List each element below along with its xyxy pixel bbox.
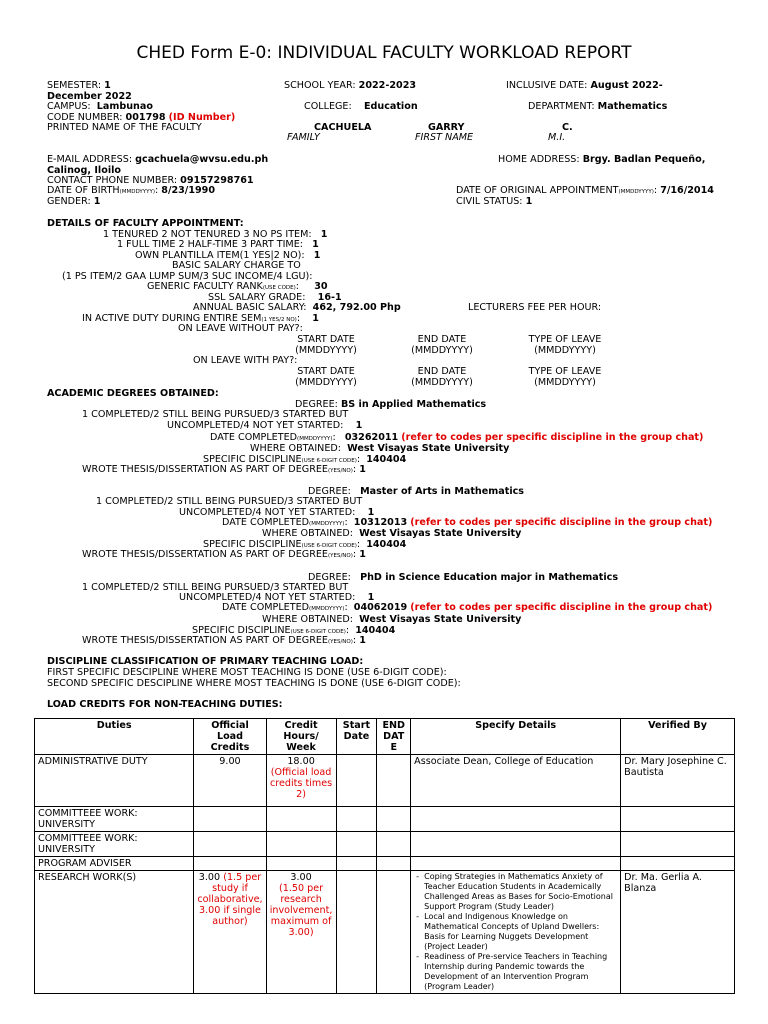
degree-3-where-value: West Visayas State University — [359, 614, 522, 625]
start-date-cell — [336, 871, 377, 994]
degree-2-status-value: 1 — [367, 507, 375, 518]
degree-1-where-value: West Visayas State University — [347, 443, 510, 454]
duty-cell — [35, 857, 194, 871]
degree-1-thesis-field: WROTE THESIS/DISSERTATION AS PART OF DEGREE(YES/NO): 1 — [82, 464, 366, 475]
civil-status-field — [456, 196, 532, 207]
code-number-label: CODE NUMBER: — [47, 112, 123, 123]
college-label: COLLEGE: — [304, 101, 352, 112]
lwop-start-date: START DATE — [297, 334, 355, 345]
column-header-duties: Duties — [35, 719, 194, 755]
column-header-credit-hours-week: Credit Hours/ Week — [266, 719, 336, 755]
rank-value: 30 — [314, 281, 328, 292]
official-load-cell — [194, 857, 266, 871]
degree-1-value: BS in Applied Mathematics — [340, 399, 487, 410]
degree-2-where-field — [262, 528, 521, 539]
active-duty-field: IN ACTIVE DUTY DURING ENTIRE SEM(1 YES/2 NO): 1 — [82, 313, 319, 324]
dob-value: 8/23/1990 — [161, 185, 216, 196]
verified-by-cell — [621, 857, 735, 871]
ssl-label: SSL SALARY GRADE: — [208, 292, 306, 303]
lwop-type-format: (MMDDYYYY) — [534, 345, 596, 356]
credit-hours-note: (1.50 per research involvement, maximum of 3.00) — [269, 883, 333, 938]
degree-3-refer-note: (refer to codes per specific discipline in the group chat) — [410, 602, 713, 613]
college-value: Education — [363, 101, 418, 112]
campus-field — [47, 101, 153, 112]
official-load-value: 3.00 — [198, 872, 221, 883]
email-label: E-MAIL ADDRESS: — [47, 154, 133, 165]
school-year-value: 2022-2023 — [358, 80, 417, 91]
plantilla-label: OWN PLANTILLA ITEM(1 YES|2 NO): — [135, 250, 305, 261]
degree-3-thesis-sub: (YES/NO) — [327, 639, 353, 645]
fulltime-value: 1 — [312, 239, 319, 250]
details-list-item: - Coping Strategies in Mathematics Anxiety of Teacher Education Students in Academically Challenged Areas as Bases for Socio-Emotional Support Program (Study Leader) — [424, 872, 617, 912]
degree-3-thesis-label: WROTE THESIS/DISSERTATION AS PART OF DEGREE — [82, 635, 328, 646]
official-load-cell — [194, 832, 266, 857]
department-field — [528, 101, 667, 112]
salary-charge-label-2: (1 PS ITEM/2 GAA LUMP SUM/3 SUC INCOME/4 LGU): — [62, 271, 313, 282]
email-value: gcachuela@wvsu.edu.ph — [135, 154, 269, 165]
degree-3-date-value: 04062019 — [353, 602, 408, 613]
credit-hours-cell — [266, 832, 336, 857]
degree-3-where-label: WHERE OBTAINED: — [262, 614, 354, 625]
rank-sub: (USE CODE) — [262, 285, 296, 291]
inclusive-date-label: INCLUSIVE DATE: — [506, 80, 588, 91]
degree-1-thesis-label: WROTE THESIS/DISSERTATION AS PART OF DEGREE — [82, 464, 328, 475]
degree-2-label: DEGREE: — [308, 486, 351, 497]
original-appointment-value: 7/16/2014 — [660, 185, 714, 196]
dob-field: DATE OF BIRTH(MMDDYYYY): 8/23/1990 — [47, 185, 216, 196]
degree-3-date-label: DATE COMPLETED — [222, 602, 310, 613]
leave-with-pay-label: ON LEAVE WITH PAY?: — [193, 355, 298, 366]
civil-status-label: CIVIL STATUS: — [456, 196, 523, 207]
lwp-type-format: (MMDDYYYY) — [534, 377, 596, 388]
duty-cell — [35, 832, 194, 857]
lwop-type-of-leave: TYPE OF LEAVE — [528, 334, 602, 345]
table-row — [35, 857, 735, 871]
lecturers-fee-label: LECTURERS FEE PER HOUR: — [468, 302, 602, 313]
duty-name: PROGRAM ADVISER — [38, 858, 132, 869]
fulltime-label: 1 FULL TIME 2 HALF-TIME 3 PART TIME: — [117, 239, 303, 250]
gender-label: GENDER: — [47, 196, 91, 207]
degree-1-refer-note: (refer to codes per specific discipline in the group chat) — [401, 432, 704, 443]
printed-name-label: PRINTED NAME OF THE FACULTY — [47, 122, 202, 133]
duty-cell — [35, 807, 194, 832]
second-specific-discipline: SECOND SPECIFIC DESCIPLINE WHERE MOST TEACHING IS DONE (USE 6-DIGIT CODE): — [47, 678, 461, 689]
first-specific-discipline: FIRST SPECIFIC DESCIPLINE WHERE MOST TEACHING IS DONE (USE 6-DIGIT CODE): — [47, 667, 447, 678]
degrees-heading: ACADEMIC DEGREES OBTAINED: — [47, 388, 219, 399]
inclusive-date-value: August 2022- — [590, 80, 663, 91]
verified-by-cell — [621, 755, 735, 807]
start-date-cell — [336, 857, 377, 871]
degree-2-where-label: WHERE OBTAINED: — [262, 528, 354, 539]
details-list-item: - Readiness of Pre-service Teachers in Teaching Internship during Pandemic towards the Development of an Intervention Program (Program Leader) — [424, 952, 617, 992]
duty-name: COMMITTEEE WORK: UNIVERSITY — [38, 808, 138, 830]
degree-3-discipline-value: 140404 — [355, 625, 396, 636]
salary-charge-label: BASIC SALARY CHARGE TO — [172, 260, 301, 271]
degree-1-label: DEGREE: — [295, 399, 338, 410]
leave-without-pay-label: ON LEAVE WITHOUT PAY?: — [178, 323, 303, 334]
gender-value: 1 — [93, 196, 101, 207]
tenure-label: 1 TENURED 2 NOT TENURED 3 NO PS ITEM: — [103, 229, 312, 240]
degree-2-date-value: 10312013 — [353, 517, 408, 528]
degree-1-discipline-value: 140404 — [366, 454, 407, 465]
verified-by-cell — [621, 871, 735, 994]
details-list-item: - Local and Indigenous Knowledge on Mathematical Concepts of Upland Dwellers: Basis for Learning Nuggets Development (Project Leader) — [424, 912, 617, 952]
annual-salary-label: ANNUAL BASIC SALARY: — [193, 302, 307, 313]
degree-1-discipline-sub: (USE 6-DIGIT CODE) — [301, 458, 357, 464]
end-date-cell — [377, 832, 411, 857]
degree-2-thesis-value: 1 — [359, 549, 366, 560]
specify-details-cell — [411, 871, 621, 994]
lwp-start-format: (MMDDYYYY) — [295, 377, 357, 388]
degree-3-discipline-label: SPECIFIC DISCIPLINE — [192, 625, 291, 636]
degree-3-date-field: DATE COMPLETED(MMDDYYYY): 04062019 (refer to codes per specific discipline in the group chat) — [222, 602, 713, 613]
semester-label: SEMESTER: — [47, 80, 102, 91]
degree-1-date-sub: (MMDDYYYY) — [297, 436, 333, 442]
official-load-value: 9.00 — [219, 756, 241, 767]
column-header-official-load-credits: Official Load Credits — [194, 719, 266, 755]
credit-hours-cell — [266, 755, 336, 807]
specify-details-cell — [411, 857, 621, 871]
original-appointment-field: DATE OF ORIGINAL APPOINTMENT(MMDDYYYY): 7/16/2014 — [456, 185, 714, 196]
degree-2-thesis-sub: (YES/NO) — [327, 553, 353, 559]
mi-caption: M.I. — [548, 132, 566, 143]
phone-value: 09157298761 — [180, 175, 254, 186]
table-row — [35, 807, 735, 832]
duty-name: RESEARCH WORK(S) — [38, 872, 137, 883]
inclusive-date-value-cont: December 2022 — [47, 91, 132, 102]
rank-field: GENERIC FACULTY RANK(USE CODE): 30 — [147, 281, 328, 292]
degree-1-status-label: 1 COMPLETED/2 STILL BEING PURSUED/3 STARTED BUT — [82, 409, 349, 420]
duty-name: ADMINISTRATIVE DUTY — [38, 756, 148, 767]
column-header-verified-by: Verified By — [621, 719, 735, 755]
official-load-cell — [194, 871, 266, 994]
degree-2-date-label: DATE COMPLETED — [222, 517, 310, 528]
home-address-value: Brgy. Badlan Pequeño, — [582, 154, 706, 165]
verified-by-value: Dr. Mary Josephine C. Bautista — [624, 756, 727, 778]
email-field — [47, 154, 268, 165]
specify-details-cell — [411, 807, 621, 832]
degree-3-label: DEGREE: — [308, 572, 351, 583]
first-name-value: GARRY — [428, 122, 465, 133]
degree-1-discipline-field: SPECIFIC DISCIPLINE(USE 6-DIGIT CODE): 140404 — [203, 454, 407, 465]
table-row — [35, 871, 735, 994]
degree-2-thesis-label: WROTE THESIS/DISSERTATION AS PART OF DEGREE — [82, 549, 328, 560]
discipline-classification-heading: DISCIPLINE CLASSIFICATION OF PRIMARY TEACHING LOAD: — [47, 656, 364, 667]
load-credits-body — [35, 755, 735, 994]
degree-3-status-label: 1 COMPLETED/2 STILL BEING PURSUED/3 STARTED BUT — [82, 582, 349, 593]
annual-salary-field — [193, 302, 401, 313]
degree-3-date-sub: (MMDDYYYY) — [309, 606, 345, 612]
degree-2-discipline-field: SPECIFIC DISCIPLINE(USE 6-DIGIT CODE): 140404 — [203, 539, 407, 550]
column-header-end-date: END DAT E — [377, 719, 411, 755]
degree-3-thesis-field: WROTE THESIS/DISSERTATION AS PART OF DEGREE(YES/NO): 1 — [82, 635, 366, 646]
degree-2-discipline-sub: (USE 6-DIGIT CODE) — [301, 543, 357, 549]
code-number-value: 001798 — [125, 112, 166, 123]
degree-1-thesis-sub: (YES/NO) — [327, 468, 353, 474]
annual-salary-value: 462, 792.00 Php — [312, 302, 401, 313]
home-address-value-cont: Calinog, Iloilo — [47, 165, 121, 176]
inclusive-date-field — [506, 80, 663, 91]
details-text: Associate Dean, College of Education — [414, 756, 594, 767]
degree-2-discipline-value: 140404 — [366, 539, 407, 550]
official-load-cell — [194, 807, 266, 832]
first-name-caption: FIRST NAME — [415, 132, 474, 143]
dob-sub: (MMDDYYYY) — [119, 189, 155, 195]
original-appointment-sub: (MMDDYYYY) — [618, 189, 654, 195]
duty-cell — [35, 755, 194, 807]
rank-label: GENERIC FACULTY RANK — [147, 281, 263, 292]
credit-hours-cell — [266, 807, 336, 832]
table-row — [35, 755, 735, 807]
semester-field — [47, 80, 111, 91]
degree-1-date-value: 03262011 — [344, 432, 399, 443]
school-year-field — [284, 80, 416, 91]
department-label: DEPARTMENT: — [528, 101, 595, 112]
degree-1-where-field — [250, 443, 509, 454]
phone-label: CONTACT PHONE NUMBER: — [47, 175, 178, 186]
verified-by-cell — [621, 832, 735, 857]
degree-2-status-label-2: UNCOMPLETED/4 NOT YET STARTED: — [179, 507, 356, 518]
degree-2-date-field: DATE COMPLETED(MMDDYYYY): 10312013 (refer to codes per specific discipline in the group chat) — [222, 517, 713, 528]
lwop-end-format: (MMDDYYYY) — [411, 345, 473, 356]
degree-1-status-label-2: UNCOMPLETED/4 NOT YET STARTED: — [167, 420, 344, 431]
table-row — [35, 832, 735, 857]
department-value: Mathematics — [597, 101, 668, 112]
lwop-start-format: (MMDDYYYY) — [295, 345, 357, 356]
degree-2-discipline-label: SPECIFIC DISCIPLINE — [203, 539, 302, 550]
end-date-cell — [377, 755, 411, 807]
school-year-label: SCHOOL YEAR: — [284, 80, 356, 91]
campus-label: CAMPUS: — [47, 101, 91, 112]
degree-1-discipline-label: SPECIFIC DISCIPLINE — [203, 454, 302, 465]
table-header-row — [35, 719, 735, 755]
degree-3-discipline-field: SPECIFIC DISCIPLINE(USE 6-DIGIT CODE): 140404 — [192, 625, 396, 636]
specify-details-cell — [411, 832, 621, 857]
details-list — [414, 872, 617, 992]
degree-1-thesis-value: 1 — [359, 464, 366, 475]
home-address-label: HOME ADDRESS: — [498, 154, 580, 165]
active-duty-label: IN ACTIVE DUTY DURING ENTIRE SEM — [82, 313, 262, 324]
fulltime-field — [117, 239, 319, 250]
credit-hours-value: 18.00 — [287, 756, 315, 767]
degree-2-where-value: West Visayas State University — [359, 528, 522, 539]
degree-2-value: Master of Arts in Mathematics — [360, 486, 524, 497]
code-number-note: (ID Number) — [168, 112, 236, 123]
start-date-cell — [336, 755, 377, 807]
degree-2-date-sub: (MMDDYYYY) — [309, 521, 345, 527]
appointment-heading: DETAILS OF FACULTY APPOINTMENT: — [47, 218, 244, 229]
family-caption: FAMILY — [287, 132, 320, 143]
load-credits-table — [34, 718, 735, 994]
end-date-cell — [377, 871, 411, 994]
active-duty-value: 1 — [312, 313, 319, 324]
end-date-cell — [377, 857, 411, 871]
duty-cell — [35, 871, 194, 994]
verified-by-value: Dr. Ma. Gerlia A. Blanza — [624, 872, 702, 894]
credit-hours-note: (Official load credits times 2) — [269, 767, 333, 800]
degree-2-refer-note: (refer to codes per specific discipline in the group chat) — [410, 517, 713, 528]
lwp-type-of-leave: TYPE OF LEAVE — [528, 366, 602, 377]
degree-1-date-label: DATE COMPLETED — [210, 432, 298, 443]
home-address-field — [498, 154, 705, 165]
tenure-value: 1 — [320, 229, 328, 240]
family-name-value: CACHUELA — [314, 122, 372, 133]
plantilla-value: 1 — [313, 250, 321, 261]
original-appointment-label: DATE OF ORIGINAL APPOINTMENT — [456, 185, 619, 196]
degree-3-field — [308, 572, 618, 583]
specify-details-cell — [411, 755, 621, 807]
degree-3-status-label-2: UNCOMPLETED/4 NOT YET STARTED: — [179, 592, 356, 603]
degree-3-status-value: 1 — [367, 592, 375, 603]
degree-1-date-field: DATE COMPLETED(MMDDYYYY): 03262011 (refer to codes per specific discipline in the group chat) — [210, 432, 704, 443]
duty-name: COMMITTEEE WORK: UNIVERSITY — [38, 833, 138, 855]
lwop-end-date: END DATE — [417, 334, 467, 345]
semester-value: 1 — [104, 80, 111, 91]
official-load-note: (1.5 per study if collaborative, 3.00 if single author) — [197, 872, 263, 927]
column-header-specify-details: Specify Details — [411, 719, 621, 755]
civil-status-value: 1 — [525, 196, 533, 207]
dob-label: DATE OF BIRTH — [47, 185, 120, 196]
degree-1-status-value: 1 — [355, 420, 363, 431]
campus-value: Lambunao — [96, 101, 153, 112]
college-field — [304, 101, 418, 112]
degree-1-status-field — [167, 420, 362, 431]
official-load-cell — [194, 755, 266, 807]
degree-3-value: PhD in Science Education major in Mathematics — [360, 572, 619, 583]
credit-hours-value: 3.00 — [290, 872, 312, 883]
credit-hours-cell — [266, 857, 336, 871]
degree-2-thesis-field: WROTE THESIS/DISSERTATION AS PART OF DEGREE(YES/NO): 1 — [82, 549, 366, 560]
start-date-cell — [336, 832, 377, 857]
degree-2-status-label: 1 COMPLETED/2 STILL BEING PURSUED/3 STARTED BUT — [96, 496, 363, 507]
lwp-end-format: (MMDDYYYY) — [411, 377, 473, 388]
degree-3-thesis-value: 1 — [359, 635, 366, 646]
active-duty-sub: (1 YES/2 NO) — [261, 317, 297, 323]
column-header-start-date: Start Date — [336, 719, 377, 755]
credit-hours-cell — [266, 871, 336, 994]
verified-by-cell — [621, 807, 735, 832]
gender-field — [47, 196, 100, 207]
lwp-start-date: START DATE — [297, 366, 355, 377]
ssl-value: 16-1 — [317, 292, 342, 303]
start-date-cell — [336, 807, 377, 832]
end-date-cell — [377, 807, 411, 832]
middle-initial-value: C. — [562, 122, 573, 133]
lwp-end-date: END DATE — [417, 366, 467, 377]
degree-3-where-field — [262, 614, 521, 625]
degree-3-discipline-sub: (USE 6-DIGIT CODE) — [290, 629, 346, 635]
load-credits-heading: LOAD CREDITS FOR NON-TEACHING DUTIES: — [47, 699, 283, 710]
degree-1-where-label: WHERE OBTAINED: — [250, 443, 342, 454]
form-title: CHED Form E-0: INDIVIDUAL FACULTY WORKLOAD REPORT — [136, 43, 632, 63]
